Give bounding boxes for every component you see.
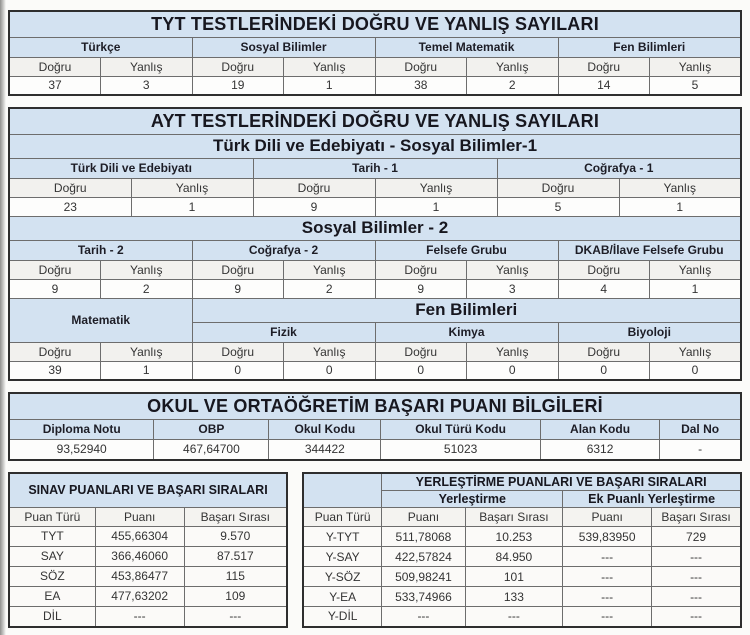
fizik-dogru: 0: [192, 361, 284, 380]
table-row: [303, 587, 741, 607]
sinav-col-puani: Puanı: [95, 507, 184, 526]
bottom-tables-row: [8, 472, 742, 628]
sinav-row-label: SÖZ: [9, 566, 95, 586]
sinav-sira-value: 109: [184, 586, 287, 606]
alan-kodu-value: 6312: [540, 439, 659, 460]
ayt-section1-title: Türk Dili ve Edebiyatı - Sosyal Bilimler-1: [9, 134, 741, 158]
yanlis-label: Yanlış: [284, 342, 376, 361]
yanlis-label: Yanlış: [650, 260, 742, 279]
table-row: [9, 566, 287, 586]
dogru-label: Doğru: [497, 178, 619, 197]
table-row: [303, 547, 741, 567]
tyt-group-sosyal: Sosyal Bilimler: [192, 37, 375, 57]
okul-col-dal-no: Dal No: [660, 419, 741, 439]
sinav-sira-value: 9.570: [184, 526, 287, 546]
table-row: [9, 606, 287, 626]
yerlestirme-row-label: Y-SAY: [303, 547, 382, 567]
ek-col-puani: Puanı: [563, 508, 652, 527]
okul-col-okul-kodu: Okul Kodu: [269, 419, 381, 439]
sinav-col-puan-turu: Puan Türü: [9, 507, 95, 526]
table-row: [303, 567, 741, 587]
dogru-label: Doğru: [9, 178, 131, 197]
ek-sira-value: 729: [652, 527, 741, 547]
dogru-label: Doğru: [558, 260, 650, 279]
ayt-group-kimya: Kimya: [375, 322, 558, 342]
ayt-group-tarih2: Tarih - 2: [9, 240, 192, 260]
ek-sira-value: ---: [652, 587, 741, 607]
matematik-yanlis: 1: [101, 361, 193, 380]
turk-dili-yanlis: 1: [131, 197, 253, 216]
dogru-label: Doğru: [375, 57, 467, 76]
yerlestirme-row-label: Y-TYT: [303, 527, 382, 547]
tyt-title: TYT TESTLERİNDEKİ DOĞRU VE YANLIŞ SAYILARI: [9, 11, 741, 37]
cografya2-yanlis: 2: [284, 279, 376, 298]
ayt-group-turk-dili: Türk Dili ve Edebiyatı: [9, 158, 253, 178]
ayt-table: [8, 107, 742, 381]
yanlis-label: Yanlış: [101, 260, 193, 279]
ayt-group-cografya1: Coğrafya - 1: [497, 158, 741, 178]
yerlestirme-group-header: Yerleştirme: [382, 491, 563, 508]
ek-puan-value: ---: [563, 607, 652, 627]
yerlestirme-col-puani: Puanı: [382, 508, 465, 527]
sinav-puan-value: 477,63202: [95, 586, 184, 606]
tyt-fen-dogru: 14: [558, 76, 650, 95]
dogru-label: Doğru: [558, 57, 650, 76]
sinav-row-label: SAY: [9, 546, 95, 566]
sinav-row-label: EA: [9, 586, 95, 606]
yerlestirme-sira-value: 84.950: [465, 547, 563, 567]
dkab-dogru: 4: [558, 279, 650, 298]
yanlis-label: Yanlış: [467, 342, 559, 361]
okul-col-obp: OBP: [154, 419, 269, 439]
sinav-col-basari-sirasi: Başarı Sırası: [184, 507, 287, 526]
okul-turu-kodu-value: 51023: [381, 439, 541, 460]
sinav-puanlari-table: [8, 472, 288, 628]
yanlis-label: Yanlış: [650, 342, 742, 361]
sinav-puan-value: ---: [95, 606, 184, 626]
yerlestirme-corner-cell: [303, 473, 382, 508]
biyoloji-dogru: 0: [558, 361, 650, 380]
ek-puan-value: ---: [563, 587, 652, 607]
yanlis-label: Yanlış: [375, 178, 497, 197]
tyt-group-fen: Fen Bilimleri: [558, 37, 741, 57]
ayt-title: AYT TESTLERİNDEKİ DOĞRU VE YANLIŞ SAYILARI: [9, 108, 741, 134]
sinav-row-label: DİL: [9, 606, 95, 626]
dal-no-value: -: [660, 439, 741, 460]
ayt-group-cografya2: Coğrafya - 2: [192, 240, 375, 260]
tyt-matematik-dogru: 38: [375, 76, 467, 95]
okul-col-okul-turu-kodu: Okul Türü Kodu: [381, 419, 541, 439]
ayt-group-felsefe: Felsefe Grubu: [375, 240, 558, 260]
dogru-label: Doğru: [253, 178, 375, 197]
yanlis-label: Yanlış: [101, 57, 193, 76]
ek-puan-value: 539,83950: [563, 527, 652, 547]
diploma-notu-value: 93,52940: [9, 439, 154, 460]
tarih2-yanlis: 2: [101, 279, 193, 298]
dogru-label: Doğru: [192, 260, 284, 279]
yanlis-label: Yanlış: [101, 342, 193, 361]
yanlis-label: Yanlış: [619, 178, 741, 197]
felsefe-dogru: 9: [375, 279, 467, 298]
scanned-page-edge-shadow: [0, 0, 6, 635]
ayt-group-dkab: DKAB/İlave Felsefe Grubu: [558, 240, 741, 260]
okul-col-diploma-notu: Diploma Notu: [9, 419, 154, 439]
cografya1-dogru: 5: [497, 197, 619, 216]
yerlestirme-sira-value: ---: [465, 607, 563, 627]
tyt-sosyal-dogru: 19: [192, 76, 284, 95]
yanlis-label: Yanlış: [131, 178, 253, 197]
felsefe-yanlis: 3: [467, 279, 559, 298]
yerlestirme-col-puan-turu: Puan Türü: [303, 508, 382, 527]
ayt-group-matematik: Matematik: [9, 298, 192, 342]
ayt-group-tarih1: Tarih - 1: [253, 158, 497, 178]
ek-puan-value: ---: [563, 567, 652, 587]
table-row: [303, 527, 741, 547]
ek-puanli-yerlestirme-group-header: Ek Puanlı Yerleştirme: [563, 491, 741, 508]
yerlestirme-row-label: Y-SÖZ: [303, 567, 382, 587]
ayt-section3-fen-title: Fen Bilimleri: [192, 298, 741, 322]
yanlis-label: Yanlış: [467, 260, 559, 279]
yerlestirme-row-label: Y-EA: [303, 587, 382, 607]
table-row: [9, 526, 287, 546]
ek-sira-value: ---: [652, 567, 741, 587]
ek-col-basari-sirasi: Başarı Sırası: [652, 508, 741, 527]
ayt-group-fizik: Fizik: [192, 322, 375, 342]
okul-obp-table: [8, 392, 742, 461]
dogru-label: Doğru: [558, 342, 650, 361]
yerlestirme-sira-value: 133: [465, 587, 563, 607]
tyt-group-matematik: Temel Matematik: [375, 37, 558, 57]
yanlis-label: Yanlış: [284, 260, 376, 279]
tyt-group-turkce: Türkçe: [9, 37, 192, 57]
ayt-group-biyoloji: Biyoloji: [558, 322, 741, 342]
dogru-label: Doğru: [375, 342, 467, 361]
turk-dili-dogru: 23: [9, 197, 131, 216]
table-row: [9, 546, 287, 566]
sinav-puan-value: 366,46060: [95, 546, 184, 566]
score-report-page: [8, 10, 742, 628]
dogru-label: Doğru: [192, 342, 284, 361]
yerlestirme-puan-value: ---: [382, 607, 465, 627]
ek-puan-value: ---: [563, 547, 652, 567]
ek-sira-value: ---: [652, 607, 741, 627]
sinav-row-label: TYT: [9, 526, 95, 546]
tarih2-dogru: 9: [9, 279, 101, 298]
sinav-puan-value: 453,86477: [95, 566, 184, 586]
biyoloji-yanlis: 0: [650, 361, 742, 380]
obp-value: 467,64700: [154, 439, 269, 460]
dogru-label: Doğru: [375, 260, 467, 279]
sinav-title: SINAV PUANLARI VE BAŞARI SIRALARI: [9, 473, 287, 507]
table-row: [303, 607, 741, 627]
okul-col-alan-kodu: Alan Kodu: [540, 419, 659, 439]
yerlestirme-title: YERLEŞTİRME PUANLARI VE BAŞARI SIRALARI: [382, 473, 741, 491]
yanlis-label: Yanlış: [284, 57, 376, 76]
yerlestirme-sira-value: 10.253: [465, 527, 563, 547]
yerlestirme-col-basari-sirasi: Başarı Sırası: [465, 508, 563, 527]
tyt-turkce-yanlis: 3: [101, 76, 193, 95]
dogru-label: Doğru: [9, 342, 101, 361]
cografya1-yanlis: 1: [619, 197, 741, 216]
yerlestirme-puan-value: 422,57824: [382, 547, 465, 567]
kimya-dogru: 0: [375, 361, 467, 380]
cografya2-dogru: 9: [192, 279, 284, 298]
yerlestirme-puan-value: 509,98241: [382, 567, 465, 587]
sinav-sira-value: ---: [184, 606, 287, 626]
tyt-turkce-dogru: 37: [9, 76, 101, 95]
yerlestirme-sira-value: 101: [465, 567, 563, 587]
tyt-sosyal-yanlis: 1: [284, 76, 376, 95]
ek-sira-value: ---: [652, 547, 741, 567]
tarih1-yanlis: 1: [375, 197, 497, 216]
dogru-label: Doğru: [9, 260, 101, 279]
tyt-matematik-yanlis: 2: [467, 76, 559, 95]
okul-kodu-value: 344422: [269, 439, 381, 460]
kimya-yanlis: 0: [467, 361, 559, 380]
yerlestirme-row-label: Y-DİL: [303, 607, 382, 627]
table-row: [9, 586, 287, 606]
dogru-label: Doğru: [192, 57, 284, 76]
dkab-yanlis: 1: [650, 279, 742, 298]
yanlis-label: Yanlış: [467, 57, 559, 76]
sinav-sira-value: 115: [184, 566, 287, 586]
yerlestirme-puan-value: 533,74966: [382, 587, 465, 607]
yanlis-label: Yanlış: [650, 57, 742, 76]
ayt-section2-title: Sosyal Bilimler - 2: [9, 216, 741, 240]
dogru-label: Doğru: [9, 57, 101, 76]
yerlestirme-puan-value: 511,78068: [382, 527, 465, 547]
sinav-sira-value: 87.517: [184, 546, 287, 566]
matematik-dogru: 39: [9, 361, 101, 380]
yerlestirme-puanlari-table: [302, 472, 742, 628]
sinav-puan-value: 455,66304: [95, 526, 184, 546]
tyt-table: [8, 10, 742, 96]
fizik-yanlis: 0: [284, 361, 376, 380]
tyt-fen-yanlis: 5: [650, 76, 742, 95]
okul-title: OKUL VE ORTAÖĞRETİM BAŞARI PUANI BİLGİLERİ: [9, 393, 741, 419]
tarih1-dogru: 9: [253, 197, 375, 216]
